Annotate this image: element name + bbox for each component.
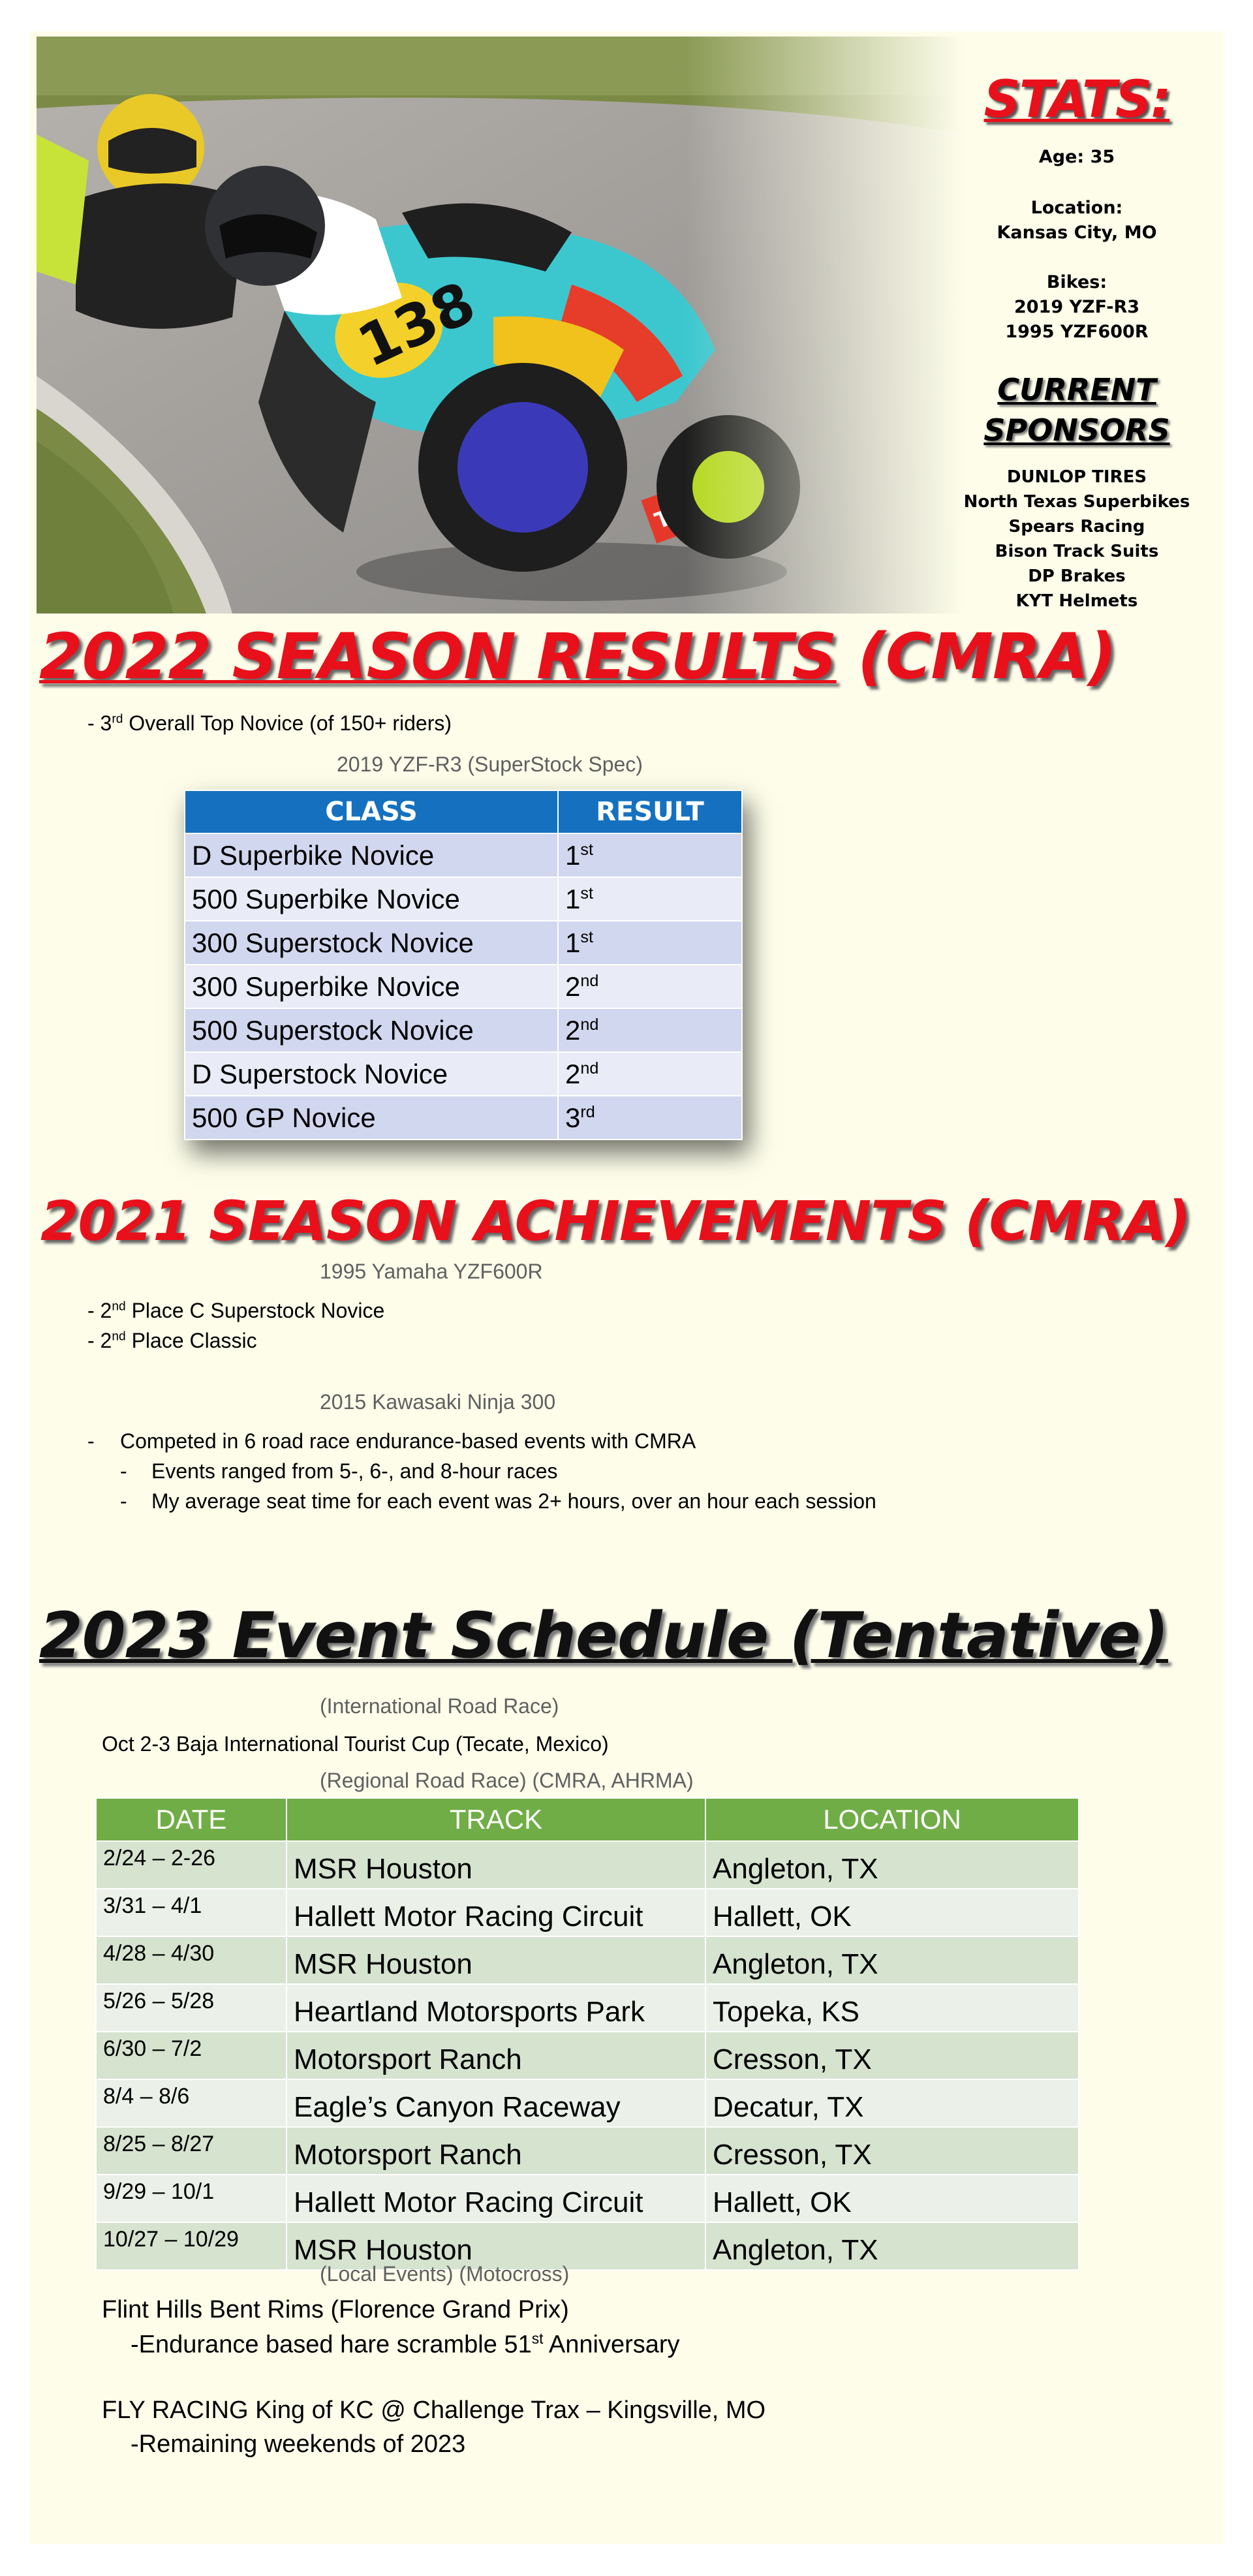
heading-2021-achievements: 2021 SEASON ACHIEVEMENTS (CMRA): [40, 1189, 1190, 1253]
table-row: [185, 921, 742, 965]
event-date: 6/30 – 7/2: [96, 2032, 286, 2079]
heading-2022-main: 2022 SEASON RESULTS: [39, 620, 837, 693]
event-track: MSR Houston: [286, 2222, 705, 2270]
sponsors-title-line2: SPONSORS: [983, 412, 1170, 448]
sponsor-item: DP Brakes: [1028, 566, 1126, 586]
table-row: [96, 2222, 1079, 2270]
event-location: Cresson, TX: [705, 2032, 1079, 2079]
results-table: [184, 790, 743, 1140]
event-date: 3/31 – 4/1: [96, 1889, 286, 1936]
sponsor-item: Bison Track Suits: [995, 542, 1159, 561]
event-date: 5/26 – 5/28: [96, 1984, 286, 2032]
hero-photo: [37, 37, 963, 613]
schedule-header-location: LOCATION: [705, 1798, 1079, 1841]
result-place: 3rd: [558, 1096, 742, 1140]
achievement-item: - 2nd Place Classic: [87, 1329, 257, 1352]
bullet-dash: -: [87, 1429, 95, 1453]
result-place: 2nd: [558, 1008, 742, 1052]
table-row: [185, 877, 742, 921]
result-place: 2nd: [558, 965, 742, 1008]
table-row: [96, 2032, 1079, 2079]
table-row: [185, 833, 742, 877]
event-date: 8/25 – 8/27: [96, 2127, 286, 2175]
result-place: 1st: [558, 833, 742, 877]
table-row: [185, 1096, 742, 1140]
table-row: [96, 2127, 1079, 2175]
event-date: 10/27 – 10/29: [96, 2222, 286, 2270]
overall-sup: rd: [112, 712, 123, 726]
event-location: Decatur, TX: [705, 2079, 1079, 2127]
heading-2022-results: [39, 620, 1116, 693]
schedule-header-date: DATE: [96, 1798, 286, 1841]
bike-2021-label-2: 2015 Kawasaki Ninja 300: [320, 1390, 556, 1414]
event-track: MSR Houston: [286, 1936, 705, 1984]
event-track: Motorsport Ranch: [286, 2127, 705, 2175]
endurance-summary: Competed in 6 road race endurance-based events with CMRA: [120, 1429, 696, 1453]
schedule-header-track: TRACK: [286, 1798, 705, 1841]
bike-2022-label: 2019 YZF-R3 (SuperStock Spec): [337, 753, 643, 776]
table-row: [96, 1889, 1079, 1936]
event-track: MSR Houston: [286, 1841, 705, 1889]
table-row: [96, 2175, 1079, 2222]
table-row: [185, 965, 742, 1008]
local-event-2: FLY RACING King of KC @ Challenge Trax – Kingsville, MO: [102, 2397, 766, 2424]
sponsor-item: North Texas Superbikes: [963, 492, 1190, 512]
table-row: [185, 1008, 742, 1052]
result-place: 2nd: [558, 1052, 742, 1096]
result-place: 1st: [558, 921, 742, 965]
schedule-table: [95, 1797, 1079, 2271]
event-location: Topeka, KS: [705, 1984, 1079, 2032]
overall-prefix: - 3: [87, 711, 112, 735]
regional-label: (Regional Road Race) (CMRA, AHRMA): [320, 1769, 694, 1792]
overall-result: [87, 711, 452, 736]
local-event-1-detail: -Endurance based hare scramble 51st Anniversary: [131, 2330, 680, 2359]
results-header-class: CLASS: [185, 790, 558, 833]
heading-2023-schedule: 2023 Event Schedule (Tentative): [39, 1599, 1168, 1672]
event-date: 2/24 – 2-26: [96, 1841, 286, 1889]
stat-bike-2: 1995 YZF600R: [1005, 322, 1149, 342]
event-location: Hallett, OK: [705, 1889, 1079, 1936]
bike-2021-label-1: 1995 Yamaha YZF600R: [320, 1260, 543, 1283]
table-row: [185, 1052, 742, 1096]
bullet-dash: -: [120, 1459, 127, 1483]
event-location: Angleton, TX: [705, 1841, 1079, 1889]
endurance-detail-1: Events ranged from 5-, 6-, and 8-hour races: [151, 1459, 558, 1483]
table-row: [96, 2079, 1079, 2127]
endurance-detail-2: My average seat time for each event was 2+ hours, over an hour each session: [151, 1489, 876, 1513]
achievement-item: - 2nd Place C Superstock Novice: [87, 1299, 385, 1322]
local-event-2-detail: -Remaining weekends of 2023: [131, 2430, 466, 2458]
local-event-1: Flint Hills Bent Rims (Florence Grand Prix): [102, 2296, 569, 2323]
result-class: 500 Superstock Novice: [185, 1008, 558, 1052]
event-track: Motorsport Ranch: [286, 2032, 705, 2079]
result-class: D Superbike Novice: [185, 833, 558, 877]
result-place: 1st: [558, 877, 742, 921]
event-track: Hallett Motor Racing Circuit: [286, 1889, 705, 1936]
event-date: 9/29 – 10/1: [96, 2175, 286, 2222]
event-location: Angleton, TX: [705, 2222, 1079, 2270]
stat-bikes-label: Bikes:: [1046, 272, 1107, 292]
sponsor-item: DUNLOP TIRES: [1006, 467, 1147, 487]
bullet-dash: -: [120, 1489, 127, 1513]
event-track: Hallett Motor Racing Circuit: [286, 2175, 705, 2222]
results-header-result: RESULT: [558, 790, 742, 833]
stat-age: Age: 35: [1038, 147, 1115, 167]
stats-title: STATS:: [983, 70, 1170, 129]
sponsor-item: KYT Helmets: [1015, 591, 1138, 611]
sponsors-title-line1: CURRENT: [997, 372, 1156, 407]
sponsor-item: Spears Racing: [1008, 517, 1145, 536]
local-events-label: (Local Events) (Motocross): [320, 2262, 570, 2286]
event-date: 4/28 – 4/30: [96, 1936, 286, 1984]
event-date: 8/4 – 8/6: [96, 2079, 286, 2127]
result-class: 300 Superstock Novice: [185, 921, 558, 965]
stat-location: Kansas City, MO: [997, 223, 1157, 243]
table-row: [96, 1841, 1079, 1889]
table-row: [96, 1936, 1079, 1984]
result-class: 300 Superbike Novice: [185, 965, 558, 1008]
intl-event: Oct 2-3 Baja International Tourist Cup (Tecate, Mexico): [102, 1732, 609, 1756]
result-class: 500 Superbike Novice: [185, 877, 558, 921]
stat-location-label: Location:: [1030, 198, 1123, 218]
intl-label: (International Road Race): [320, 1694, 559, 1718]
event-track: Heartland Motorsports Park: [286, 1984, 705, 2032]
overall-rest: Overall Top Novice (of 150+ riders): [123, 711, 452, 735]
stat-bike-1: 2019 YZF-R3: [1013, 297, 1140, 317]
table-row: [96, 1984, 1079, 2032]
result-class: 500 GP Novice: [185, 1096, 558, 1140]
event-location: Angleton, TX: [705, 1936, 1079, 1984]
event-track: Eagle’s Canyon Raceway: [286, 2079, 705, 2127]
event-location: Hallett, OK: [705, 2175, 1079, 2222]
heading-2022-series: (CMRA): [858, 620, 1117, 693]
result-class: D Superstock Novice: [185, 1052, 558, 1096]
event-location: Cresson, TX: [705, 2127, 1079, 2175]
